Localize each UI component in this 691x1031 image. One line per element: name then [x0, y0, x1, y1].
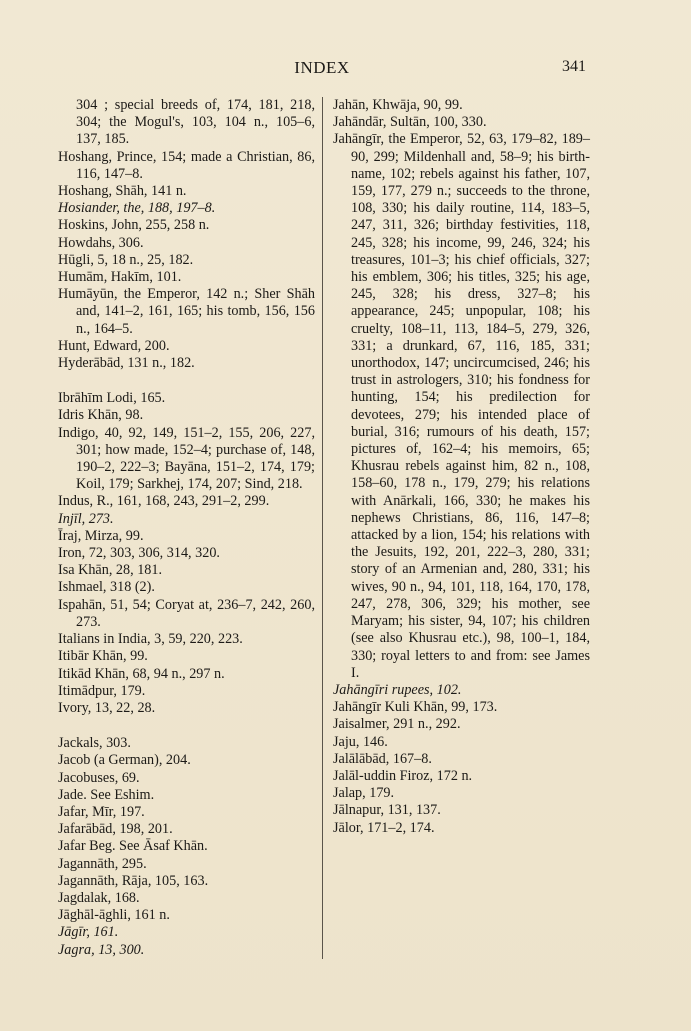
index-entry: 304 ; special breeds of, 174, 181, 218, 304; the Mogul's, 103, 104 n., 105–6, 137, 185. [76, 97, 315, 148]
index-entry: Ivory, 13, 22, 28. [58, 699, 156, 716]
index-entry: Jalap, 179. [333, 785, 395, 802]
page-number: 341 [562, 58, 586, 75]
index-entry: Indus, R., 161, 168, 243, 291–2, 299. [58, 493, 270, 510]
index-entry: Itibār Khān, 99. [58, 648, 148, 665]
index-entry: Jade. See Eshim. [58, 786, 155, 803]
index-entry: Jālor, 171–2, 174. [333, 819, 435, 836]
index-entry: Jaju, 146. [333, 733, 388, 750]
index-entry: Ishmael, 318 (2). [58, 579, 155, 596]
index-entry: Jafar, Mīr, 197. [58, 803, 145, 820]
index-entry: Isa Khān, 28, 181. [58, 562, 163, 579]
index-entry: Īraj, Mirza, 99. [58, 527, 144, 544]
index-entry: Humāyūn, the Emperor, 142 n.; Sher Shāh and, 141–2, 161, 165; his tomb, 156, 156 n., 164–5. [58, 286, 315, 337]
page-title: INDEX [294, 58, 350, 77]
index-entry: Ispahān, 51, 54; Coryat at, 236–7, 242, 260, 273. [58, 596, 315, 630]
index-entry: Hunt, Edward, 200. [58, 337, 170, 354]
index-entry: Jalāl-uddin Firoz, 172 n. [333, 767, 473, 784]
index-column-right [333, 97, 590, 837]
index-entry: Italians in India, 3, 59, 220, 223. [58, 631, 243, 648]
index-entry: Jagdalak, 168. [58, 889, 140, 906]
page-header [58, 58, 586, 80]
index-entry: Jalālābād, 167–8. [333, 750, 432, 767]
index-entry: Iron, 72, 303, 306, 314, 320. [58, 545, 220, 562]
index-entry: Itimādpur, 179. [58, 682, 146, 699]
index-entry: Injīl, 273. [58, 510, 114, 527]
letter-section-gap [58, 372, 315, 390]
index-entry: Jāghāl-āghli, 161 n. [58, 907, 170, 924]
index-entry: Jagra, 13, 300. [58, 941, 145, 958]
index-entry: Jaisalmer, 291 n., 292. [333, 716, 461, 733]
index-entry: Jahāndār, Sultān, 100, 330. [333, 114, 487, 131]
index-entry: Jacobuses, 69. [58, 769, 140, 786]
letter-section-gap [58, 717, 315, 735]
index-entry: Itikād Khān, 68, 94 n., 297 n. [58, 665, 225, 682]
index-entry: Idris Khān, 98. [58, 407, 144, 424]
index-entry: Hoshang, Shāh, 141 n. [58, 183, 187, 200]
index-entry: Hoshang, Prince, 154; made a Christian, 86, 116, 147–8. [58, 148, 315, 182]
index-entry: Jagannāth, 295. [58, 855, 147, 872]
index-entry: Jafar Beg. See Āsaf Khān. [58, 838, 208, 855]
index-entry: Jahāngīr Kuli Khān, 99, 173. [333, 699, 498, 716]
index-entry: Jacob (a German), 204. [58, 752, 191, 769]
column-divider [322, 97, 323, 959]
index-entry: Jālnapur, 131, 137. [333, 802, 441, 819]
index-entry: Jahāngīr, the Emperor, 52, 63, 179–82, 189–90, 299; Mildenhall and, 58–9; his birth-name, 102; rebels against his father, 107, 159, 177, 279 n.; succeeds to the throne, 108, 330; his daily routine, 114, 183–5, 247, 311, 326; birthday festivities, 118, 245, 328; his income, 99, 246, 324; his treasures, 101–3; his chief officials, 327; his emblem, 306; his titles, 325; his age, 245, 328; his dress, 327–8; his appearance, 245; unpopular, 108; his cruelty, 108–11, 113, 184–5, 279, 326, 331; a drunkard, 67, 116, 185, 331; unorthodox, 147; uncircumcised, 246; his trust in astrologers, 310; his fondness for hunting, 154; his predilection for devotees, 279; his intended place of burial, 316; rumours of his death, 157; pictures of, 162–4; his memoirs, 65; Khusrau rebels against him, 82 n., 108, 158–60, 178 n., 179, 279; his relations with Anārkali, 166, 330; he makes his nephews Christians, 86, 116, 147–8; attacked by a lion, 154; his relations with the Jesuits, 192, 201, 222–3, 280, 331; story of an Armenian and, 280, 331; his wives, 90 n., 94, 101, 118, 164, 170, 178, 247, 278, 306, 329; his mother, see Maryam; his sister, 94, 107; his children (see also Khusrau etc.), 98, 100–1, 184, 330; royal letters to and from: see James I. [333, 131, 590, 681]
index-entry: Hosiander, the, 188, 197–8. [58, 200, 216, 217]
index-entry: Jagannāth, Rāja, 105, 163. [58, 872, 209, 889]
index-entry: Jahān, Khwāja, 90, 99. [333, 97, 463, 113]
index-entry: Hyderābād, 131 n., 182. [58, 355, 195, 372]
index-entry: Humām, Hakīm, 101. [58, 269, 182, 286]
index-entry: Hūgli, 5, 18 n., 25, 182. [58, 251, 194, 268]
index-entry: Jafarābād, 198, 201. [58, 821, 173, 838]
index-entry: Jāgīr, 161. [58, 924, 119, 941]
index-column-left [58, 97, 315, 959]
index-entry: Hoskins, John, 255, 258 n. [58, 217, 210, 234]
index-entry: Jahāngīri rupees, 102. [333, 681, 462, 698]
index-entry: Indigo, 40, 92, 149, 151–2, 155, 206, 227, 301; how made, 152–4; purchase of, 148, 190–2, 222–3; Bayāna, 151–2, 174, 179; Koil, 179; Sarkhej, 174, 207; Sind, 218. [58, 424, 315, 493]
index-entry: Ibrāhīm Lodi, 165. [58, 390, 166, 407]
index-entry: Howdahs, 306. [58, 234, 144, 251]
index-entry: Jackals, 303. [58, 735, 131, 752]
